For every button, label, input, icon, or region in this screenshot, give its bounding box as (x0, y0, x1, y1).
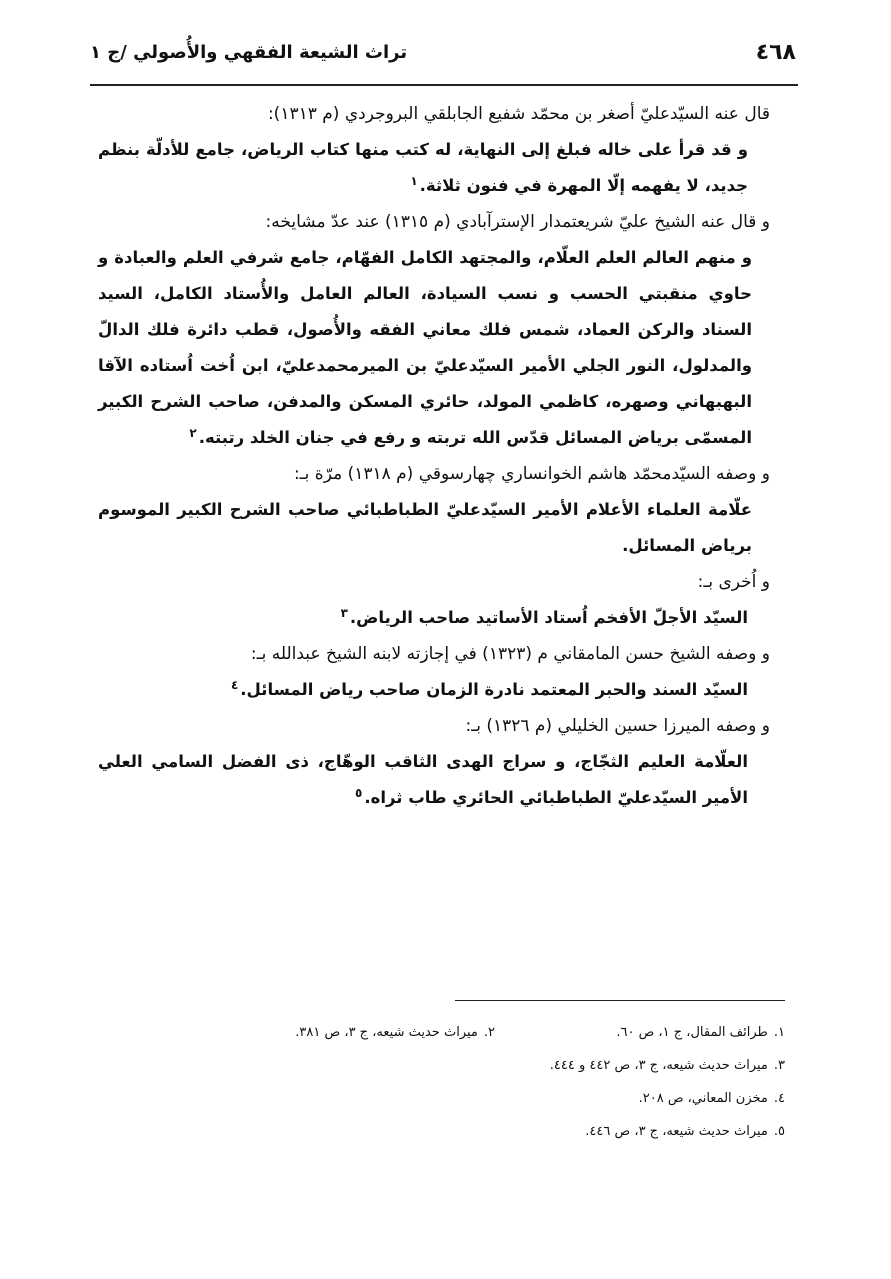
footnote-marker: ٢ (189, 425, 197, 440)
paragraph-quote: العلّامة العليم الثجّاج، و سراج الهدى الثاقب الوهّاج، ذى الفضل السامي العلي الأمير السيّدعليّ الطباطبائي الحائري طاب ثراه.$^٥$ (98, 752, 748, 807)
paragraph-quote: علّامة العلماء الأعلام الأمير السيّدعليّ الطباطبائي صاحب الشرح الكبير الموسوم برياض المسائل. (98, 500, 752, 555)
footnote-marker: ٤ (230, 677, 239, 692)
paragraph-quote: و منهم العالم العلم العلّام، والمجتهد الكامل الفهّام، جامع شرفي العلم والعبادة و حاوي منقبتي الحسب و نسب السيادة، العالم العامل والأُستاد الكامل، السيد السناد والركن العماد، شمس فلك معاني الفقه والأُصول، قطب دائرة فلك الدالّ والمدلول، النور الجلي الأمير السيّدعليّ بن الميرمحمدعليّ، ابن اُخت اُستاده الآقا البهبهاني وصهره، كاظمي المولد، حائري المسكن والمدفن، صاحب الشرح الكبير المسمّى برياض المسائل قدّس الله تربته و رفع في جنان الخلد رتبته.$^٢$ (98, 248, 752, 447)
footnotes (180, 1016, 785, 1148)
footnote-item: ٢.ميراث حديث شيعه، ج ٣، ص ٣٨١. (295, 1025, 495, 1040)
paragraph-intro: و قال عنه الشيخ عليّ شريعتمدار الإسترآبادي (م ١٣١٥) عند عدّ مشايخه: (265, 212, 770, 232)
footnote-row (180, 1016, 785, 1049)
paragraph-intro: قال عنه السيّدعليّ أصغر بن محمّد شفيع الجابلقي البروجردي (م ١٣١٣): (267, 104, 770, 124)
main-text (98, 96, 788, 816)
footnote-divider (455, 1000, 785, 1001)
paragraph-intro: و وصفه الميرزا حسين الخليلي (م ١٣٢٦) بـ: (465, 716, 770, 736)
footnote-item: ٣.ميراث حديث شيعه، ج ٣، ص ٤٤٢ و ٤٤٤. (549, 1058, 785, 1073)
header-divider (90, 84, 798, 86)
paragraph-quote: و قد قرأ على خاله فبلغ إلى النهاية، له كتب منها كتاب الرياض، جامع للأدلّة بنظم جديد، لا يفهمه إلّا المهرة في فنون ثلاثة.$^١$ (98, 140, 748, 195)
paragraph-quote: السيّد الأجلّ الأفخم اُستاد الأساتيد صاحب الرياض.$^٣$ (340, 605, 748, 627)
running-header (90, 34, 796, 78)
paragraph-intro: و اُخرى بـ: (697, 572, 770, 592)
paragraph-intro: و وصفه السيّدمحمّد هاشم الخوانساري چهارسوقي (م ١٣١٨) مرّة بـ: (293, 464, 770, 484)
footnote-marker: ٣ (340, 605, 348, 620)
paragraph-intro: و وصفه الشيخ حسن المامقاني م (١٣٢٣) في إجازته لابنه الشيخ عبدالله بـ: (250, 644, 770, 664)
footnote-marker: ٥ (355, 785, 363, 800)
page-number: ٤٦٨ (755, 40, 796, 65)
footnote-item: ١.طرائف المقال، ج ١، ص ٦٠. (616, 1025, 785, 1040)
footnote-marker: ١ (410, 173, 418, 188)
paragraph-quote: السيّد السند والحبر المعتمد نادرة الزمان صاحب رياض المسائل.$^٤$ (230, 677, 748, 699)
footnote-item: ٤.مخزن المعاني، ص ٢٠٨. (638, 1091, 785, 1106)
footnote-item: ٥.ميراث حديث شيعه، ج ٣، ص ٤٤٦. (585, 1124, 785, 1139)
running-title: تراث الشيعة الفقهي والأُصولي /ج ١ (90, 42, 408, 63)
